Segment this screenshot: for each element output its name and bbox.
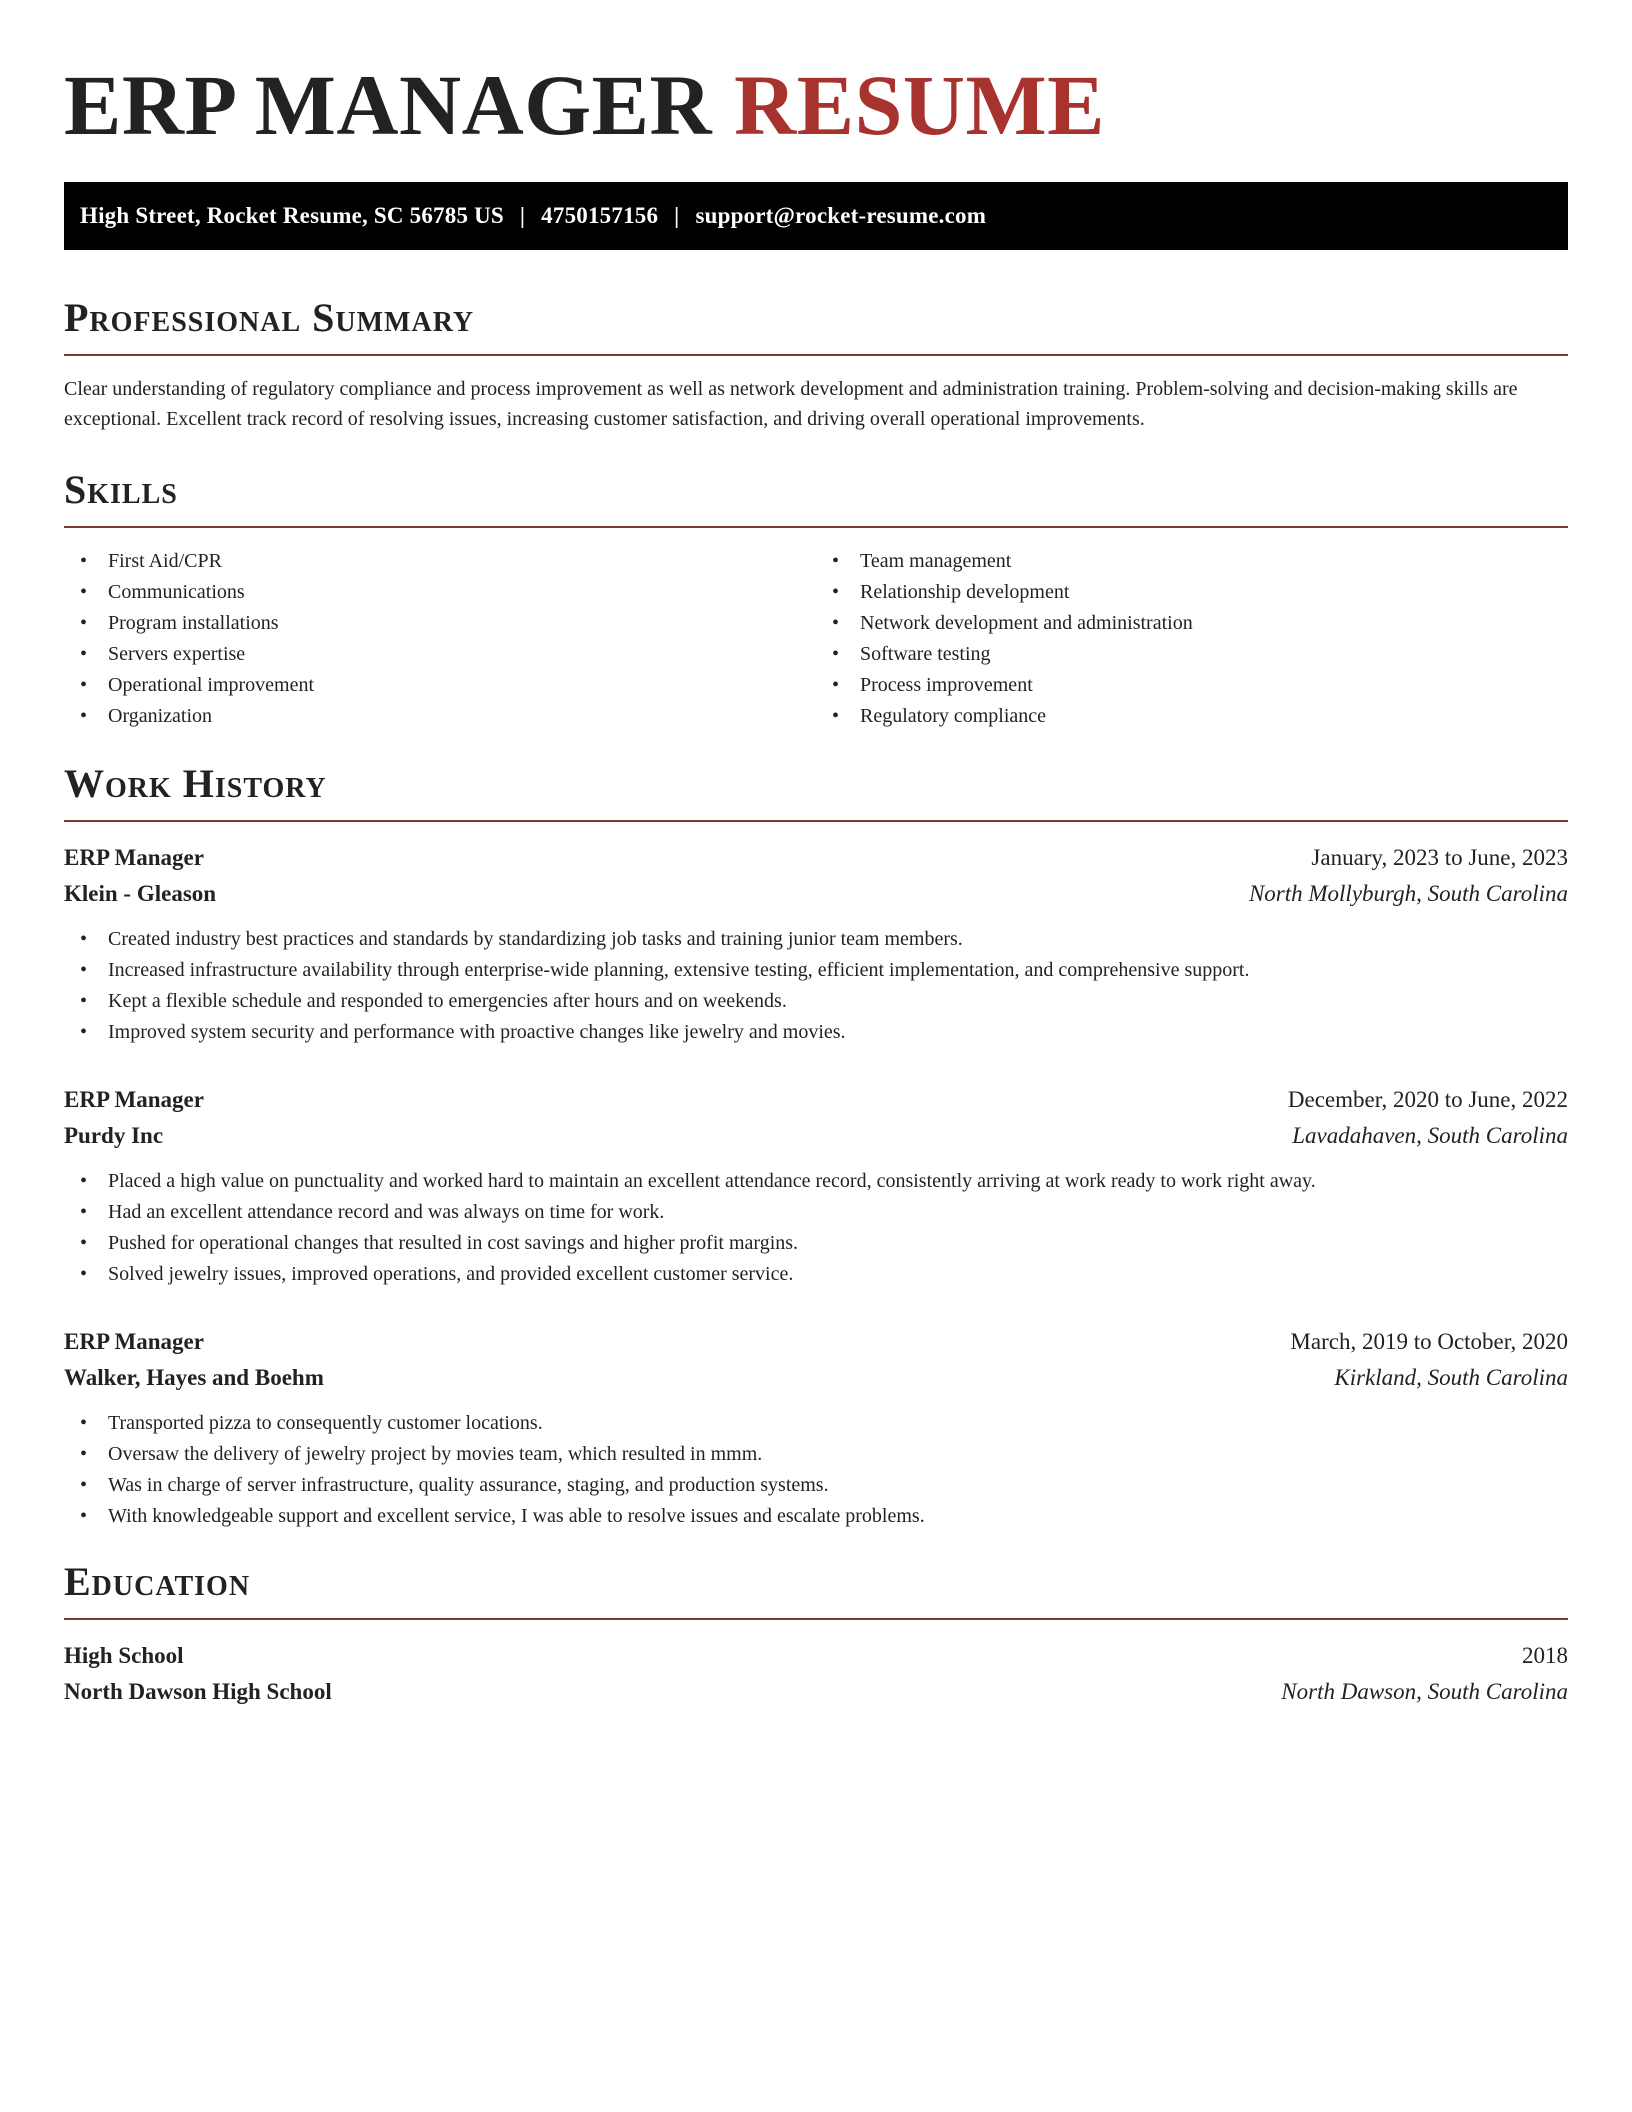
job-dates: January, 2023 to June, 2023 (1311, 845, 1568, 870)
skills-list (64, 546, 1568, 732)
section-title-summary: Professional Summary (64, 295, 475, 340)
education-header-row (64, 1638, 1568, 1674)
job-title: ERP Manager (64, 1087, 204, 1112)
section-title-education: Education (64, 1559, 251, 1604)
contact-separator: | (674, 203, 680, 228)
education-degree: High School (64, 1643, 184, 1668)
summary-text: Clear understanding of regulatory compliance and process improvement as well as network development and administration training. Problem-solving and decision-making skills are exceptional. Excellent track record of resolving issues, increasing customer satisfaction, and driving overall operational improvements. (64, 378, 1518, 430)
education-entry (64, 1638, 1568, 1710)
skill-item: • Relationship development (816, 577, 1568, 608)
job-bullet: • Was in charge of server infrastructure, quality assurance, staging, and production systems. (64, 1470, 1568, 1501)
job-dates: March, 2019 to October, 2020 (1290, 1329, 1568, 1354)
job-bullet: • Created industry best practices and standards by standardizing job tasks and training junior team members. (64, 924, 1568, 955)
job-title: ERP Manager (64, 845, 204, 870)
job-company-row (64, 1360, 1568, 1396)
job-dates: December, 2020 to June, 2022 (1287, 1087, 1568, 1112)
skill-item: • First Aid/CPR (64, 546, 816, 577)
job-bullet: • Had an excellent attendance record and was always on time for work. (64, 1197, 1568, 1228)
job-header-row (64, 1324, 1568, 1360)
contact-bar (64, 182, 1568, 250)
contact-phone: 4750157156 (541, 203, 659, 228)
job-header-row (64, 840, 1568, 876)
education-year: 2018 (1522, 1643, 1568, 1668)
job-bullet: • With knowledgeable support and excellent service, I was able to resolve issues and escalate problems. (64, 1501, 1568, 1532)
section-divider (64, 1618, 1568, 1620)
contact-separator: | (519, 203, 526, 228)
job-company: Purdy Inc (64, 1123, 164, 1148)
job-header-row (64, 1082, 1568, 1118)
section-divider (64, 526, 1568, 528)
section-title-work-history: Work History (64, 761, 327, 806)
job-location: Kirkland, South Carolina (1334, 1365, 1568, 1390)
section-divider (64, 354, 1568, 356)
contact-address: High Street, Rocket Resume, SC 56785 US (80, 203, 504, 228)
job-bullet: • Pushed for operational changes that resulted in cost savings and higher profit margins. (64, 1228, 1568, 1259)
resume-title (64, 56, 1568, 153)
title-main: ERP MANAGER (64, 57, 713, 153)
contact-email: support@rocket-resume.com (695, 203, 987, 228)
education-school: North Dawson High School (64, 1679, 332, 1704)
job-bullet: • Transported pizza to consequently customer locations. (64, 1408, 1568, 1439)
job-bullet: • Oversaw the delivery of jewelry project by movies team, which resulted in mmm. (64, 1439, 1568, 1470)
skill-item: • Team management (816, 546, 1568, 577)
skill-item: • Communications (64, 577, 816, 608)
skill-item: • Software testing (816, 639, 1568, 670)
job-company: Walker, Hayes and Boehm (64, 1365, 324, 1390)
job-bullet: • Solved jewelry issues, improved operations, and provided excellent customer service. (64, 1259, 1568, 1290)
job-location: North Mollyburgh, South Carolina (1248, 881, 1568, 906)
job-bullets (64, 1166, 1568, 1290)
job-bullets (64, 1408, 1568, 1532)
skills-column-right (816, 546, 1568, 732)
skill-item: • Network development and administration (816, 608, 1568, 639)
education-school-row (64, 1674, 1568, 1710)
job-bullet: • Kept a flexible schedule and responded to emergencies after hours and on weekends. (64, 986, 1568, 1017)
skill-item: • Program installations (64, 608, 816, 639)
job-company-row (64, 876, 1568, 912)
job-company-row (64, 1118, 1568, 1154)
job-bullet: • Increased infrastructure availability through enterprise-wide planning, extensive testing, efficient implementation, and comprehensive support. (64, 955, 1568, 986)
skill-item: • Servers expertise (64, 639, 816, 670)
job-location: Lavadahaven, South Carolina (1292, 1123, 1568, 1148)
section-divider (64, 820, 1568, 822)
skills-column-left (64, 546, 816, 732)
section-title-skills: Skills (64, 467, 178, 512)
job-entry (64, 840, 1568, 1048)
job-bullet: • Improved system security and performance with proactive changes like jewelry and movies. (64, 1017, 1568, 1048)
job-entry (64, 1082, 1568, 1290)
job-entry (64, 1324, 1568, 1532)
skill-item: • Operational improvement (64, 670, 816, 701)
skill-item: • Regulatory compliance (816, 701, 1568, 732)
title-accent: RESUME (734, 57, 1106, 153)
job-bullet: • Placed a high value on punctuality and worked hard to maintain an excellent attendance record, consistently arriving at work ready to work right away. (64, 1166, 1568, 1197)
skill-item: • Organization (64, 701, 816, 732)
job-company: Klein - Gleason (64, 881, 217, 906)
education-location: North Dawson, South Carolina (1281, 1679, 1568, 1704)
skill-item: • Process improvement (816, 670, 1568, 701)
job-bullets (64, 924, 1568, 1048)
job-title: ERP Manager (64, 1329, 204, 1354)
